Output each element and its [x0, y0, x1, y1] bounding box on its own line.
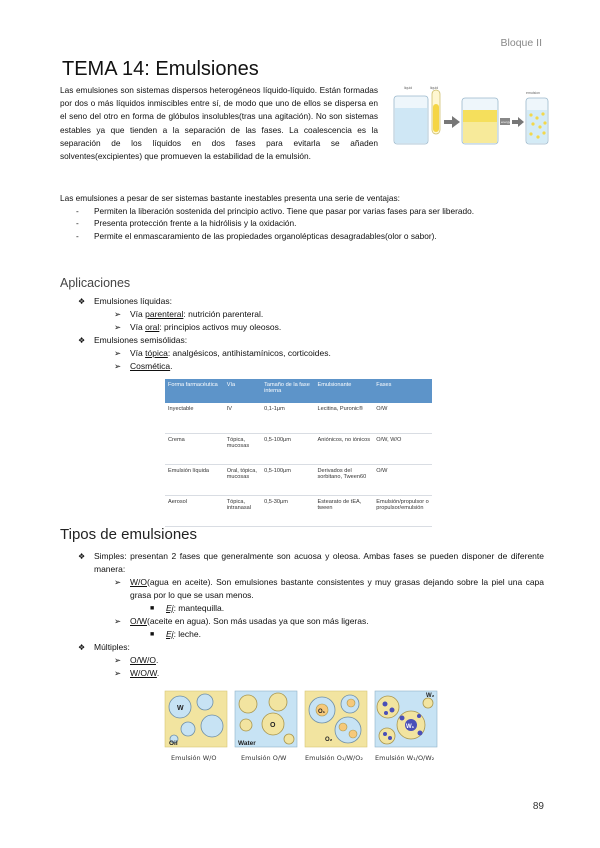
via-oral-term: oral [145, 322, 160, 332]
table-header-cell: Forma farmacéutica [165, 379, 224, 403]
list-item-wo [60, 576, 544, 602]
via-prefix: Vía [130, 348, 146, 358]
label-water: Water [238, 740, 256, 747]
table-cell: O/W [373, 465, 432, 496]
pharmaceutical-forms-table [165, 379, 432, 527]
liquidas-label: Emulsiones líquidas: [94, 296, 172, 306]
beaker-water [394, 96, 428, 144]
table-cell: IV [224, 403, 261, 434]
via-oral-text: : principios activos muy oleosos. [159, 322, 282, 332]
table-cell: Lecitina, Puronic® [315, 403, 374, 434]
multiples-label: Múltiples: [94, 642, 130, 652]
advantages-block [60, 192, 544, 242]
list-item-wow [60, 667, 544, 680]
table-cell: Crema [165, 434, 224, 465]
advantages-lead: Las emulsiones a pesar de ser sistemas bastante inestables presenta una serie de ventajas: [60, 193, 400, 203]
arrowhead-bullet-icon: ➢ [114, 361, 122, 371]
caption-wo: Emulsión W/O [171, 754, 217, 762]
label-o2: O₂ [325, 737, 333, 743]
table-cell: 0,5-100μm [261, 465, 314, 496]
advantage-item: - Presenta protección frente a la hidrólisis y la oxidación. [60, 217, 544, 230]
via-topica-text: : analgésicos, antihistamínicos, corticoides. [167, 348, 331, 358]
arrowhead-bullet-icon: ➢ [114, 616, 122, 626]
wow-punct: . [156, 668, 160, 678]
list-item-ow [60, 615, 544, 628]
label-w: W [177, 705, 184, 712]
table-cell: 0,5-100μm [261, 434, 314, 465]
list-item-parenteral [60, 308, 544, 321]
via-prefix: Vía [130, 309, 146, 319]
advantage-item: - Permite el enmascaramiento de las propiedades organolépticas desagradables(olor o sabor). [60, 230, 544, 243]
emulsion-types-figure [162, 689, 447, 767]
emulsion-owo-diagram [305, 691, 367, 747]
list-item-ow-example [60, 628, 544, 641]
process-label-4: emulsion [526, 91, 541, 95]
list-item-semisolidas [60, 334, 544, 347]
list-item-liquidas [60, 295, 544, 308]
table-cell: Estearato de tEA, tween [315, 496, 374, 527]
label-o1: O₁ [318, 709, 326, 715]
emulsion-wo-diagram [165, 691, 227, 747]
via-parenteral-term: parenteral [145, 309, 184, 319]
aplicaciones-heading: Aplicaciones [60, 276, 131, 290]
arrow-icon [444, 116, 460, 128]
table-cell: Derivados del sorbitano, Tween60 [315, 465, 374, 496]
wo-example-text: : mantequilla. [173, 603, 225, 613]
semisolidas-label: Emulsiones semisólidas: [94, 335, 188, 345]
caption-owo: Emulsión O₁/W/O₂ [305, 754, 363, 762]
section-header: Bloque II [500, 37, 542, 49]
table-row [165, 465, 432, 496]
square-bullet-icon: ■ [150, 605, 155, 612]
table-row [165, 434, 432, 465]
diamond-bullet-icon: ❖ [78, 643, 86, 652]
list-item-topica [60, 347, 544, 360]
table-header-cell: Fases [373, 379, 432, 403]
process-label-2: liquid [430, 86, 439, 90]
beaker-emulsion [526, 98, 548, 144]
emulsion-wow-diagram [375, 691, 437, 747]
intro-text: Las emulsiones son sistemas dispersos heterogéneos líquido-líquido. Están formadas por dos o más líquidos inmiscibles entre sí, de modo que uno de ellos se dispersa en el seno del otro en forma de glóbulos insolubles(tras una agitación). No son sistemas estables ya que tienden a la separación de las fases. La coalescencia es la separación de los líquidos en dos fases para evitarla se añaden solventes(excipientes) que promueven la estabilidad de la emulsión. [60, 85, 378, 162]
page-number: 89 [532, 801, 544, 812]
ow-example-text: : leche. [173, 629, 201, 639]
diamond-bullet-icon: ❖ [78, 336, 86, 345]
arrowhead-bullet-icon: ➢ [114, 348, 122, 358]
caption-wow: Emulsión W₁/O/W₂ [375, 754, 435, 762]
table-cell: Tópica, intranasal [224, 496, 261, 527]
beaker-layers [462, 98, 498, 144]
table-cell: Oral, tópica, mucosas [224, 465, 261, 496]
table-row [165, 496, 432, 527]
square-bullet-icon: ■ [150, 631, 155, 638]
process-label-1: liquid [404, 86, 413, 90]
intro-paragraph [60, 84, 378, 163]
emulsion-ow-diagram [235, 691, 297, 747]
table-cell: Emulsión líquida [165, 465, 224, 496]
arrowhead-bullet-icon: ➢ [114, 655, 122, 665]
advantage-item: - Permiten la liberación sostenida del principio activo. Tiene que pasar por varias fases para ser liberado. [60, 205, 544, 218]
cosmetica-punct: . [170, 361, 173, 371]
simples-text: Simples: presentan 2 fases que generalmente son acuosa y oleosa. Ambas fases se pueden disponer de diferente manera: [94, 551, 544, 574]
diamond-bullet-icon: ❖ [78, 552, 86, 561]
cosmetica-term: Cosmética [130, 361, 171, 371]
table-header-row [165, 379, 432, 403]
arrowhead-bullet-icon: ➢ [114, 309, 122, 319]
table-header-cell: Tamaño de la fase interna [261, 379, 314, 403]
advantages-list [60, 205, 544, 243]
diamond-bullet-icon: ❖ [78, 297, 86, 306]
wow-term: W/O/W [130, 668, 157, 678]
label-w2: W₂ [426, 693, 435, 699]
test-tube-oil [432, 90, 440, 134]
label-w1: W₁ [406, 724, 415, 730]
via-prefix: Vía [130, 322, 146, 332]
list-item-simples [60, 550, 544, 576]
table-cell: Inyectable [165, 403, 224, 434]
caption-ow: Emulsión O/W [241, 754, 287, 762]
table-header-cell: Emulsionante [315, 379, 374, 403]
page-title: TEMA 14: Emulsiones [62, 58, 259, 80]
table-cell: 0,5-30μm [261, 496, 314, 527]
table-row [165, 403, 432, 434]
table-cell: Emulsión/propulsor o propulsor/emulsión [373, 496, 432, 527]
owo-punct: . [155, 655, 159, 665]
example-prefix: Ej [166, 603, 174, 613]
list-item-wo-example [60, 602, 544, 615]
table-header-cell: Vía [224, 379, 261, 403]
ow-text: (aceite en agua). Son más usadas ya que son más ligeras. [147, 616, 369, 626]
via-topica-term: tópica [145, 348, 168, 358]
list-item-owo [60, 654, 544, 667]
wo-text: (agua en aceite). Son emulsiones bastante consistentes y muy grasas dejando sobre la piel una capa grasa por lo que se usan menos. [130, 577, 544, 600]
label-o: O [270, 722, 276, 729]
tipos-heading: Tipos de emulsiones [60, 526, 198, 543]
ow-term: O/W [130, 616, 147, 626]
aplicaciones-list [60, 295, 544, 373]
arrowhead-bullet-icon: ➢ [114, 668, 122, 678]
table-cell: O/W [373, 403, 432, 434]
via-parenteral-text: : nutrición parenteral. [183, 309, 264, 319]
tipos-list [60, 550, 544, 680]
wo-term: W/O [130, 577, 147, 587]
list-item-cosmetica [60, 360, 544, 373]
table-cell: Tópica, mucosas [224, 434, 261, 465]
label-oil: Oil [169, 740, 178, 747]
table-cell: Aerosol [165, 496, 224, 527]
table-cell: O/W, W/O [373, 434, 432, 465]
list-item-oral [60, 321, 544, 334]
emulsification-process-figure [390, 82, 550, 150]
list-item-multiples [60, 641, 544, 654]
arrowhead-bullet-icon: ➢ [114, 577, 122, 587]
owo-term: O/W/O [130, 655, 156, 665]
example-prefix: Ej [166, 629, 174, 639]
table-cell: Aniónicos, no iónicos [315, 434, 374, 465]
arrow-icon [512, 117, 524, 127]
process-label-3: energy [501, 120, 511, 124]
arrowhead-bullet-icon: ➢ [114, 322, 122, 332]
table-cell: 0,1-1μm [261, 403, 314, 434]
